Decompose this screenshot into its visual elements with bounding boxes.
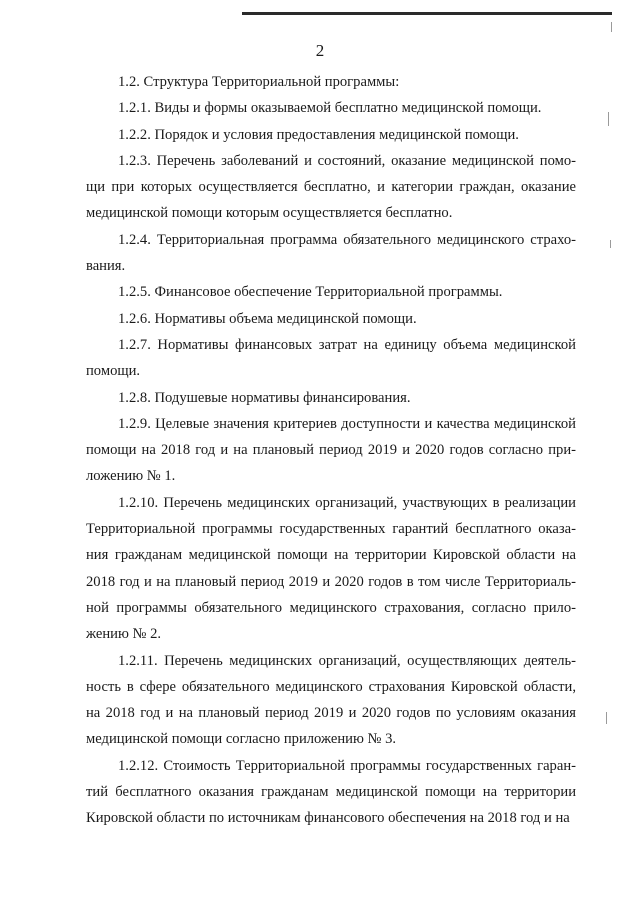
text-line: медицинской помощи которым осуществляется бесплатно.: [86, 205, 453, 222]
text-line: Территориальной программы государственных гарантий бесплатного оказа-: [86, 521, 576, 538]
text-line: 1.2.5. Финансовое обеспечение Территориальной программы.: [118, 284, 503, 301]
paragraph: [86, 279, 576, 305]
top-border-line: [242, 12, 612, 15]
text-line: помощи на 2018 год и на плановый период 2019 и 2020 годов согласно при-: [86, 442, 576, 459]
paragraph: [86, 306, 576, 332]
text-line: жению № 2.: [86, 626, 162, 643]
document-body: [86, 69, 576, 832]
page-number: 2: [315, 41, 325, 60]
text-line: ной программы обязательного медицинского страхования, согласно прило-: [86, 599, 576, 616]
paragraph: [86, 69, 576, 95]
text-line: щи при которых осуществляется бесплатно, и категории граждан, оказание: [86, 179, 576, 196]
text-line: 1.2.1. Виды и формы оказываемой бесплатно медицинской помощи.: [118, 100, 542, 117]
scan-mark: [606, 712, 607, 724]
paragraph: [86, 122, 576, 148]
scan-mark: [611, 22, 612, 32]
text-line: 1.2.7. Нормативы финансовых затрат на единицу объема медицинской: [118, 336, 576, 353]
text-line: 2018 год и на плановый период 2019 и 2020 годов в том числе Территориаль-: [86, 573, 576, 590]
text-line: 1.2.10. Перечень медицинских организаций, участвующих в реализации: [118, 494, 576, 511]
text-line: 1.2.9. Целевые значения критериев доступности и качества медицинской: [118, 415, 576, 432]
text-line: 1.2.11. Перечень медицинских организаций, осуществляющих деятель-: [118, 652, 576, 669]
paragraph: [86, 648, 576, 753]
text-line: 1.2. Структура Территориальной программы:: [118, 74, 400, 90]
scan-mark: [608, 112, 609, 126]
text-line: ния гражданам медицинской помощи на территории Кировской области на: [86, 547, 576, 564]
paragraph: [86, 227, 576, 280]
paragraph: [86, 95, 576, 121]
text-line: 1.2.8. Подушевые нормативы финансирования.: [118, 389, 411, 406]
text-line: ность в сфере обязательного медицинского страхования Кировской области,: [86, 678, 576, 695]
paragraph: [86, 753, 576, 832]
text-line: 1.2.3. Перечень заболеваний и состояний, оказание медицинской помо-: [118, 152, 576, 169]
paragraph: [86, 411, 576, 490]
paragraph: [86, 332, 576, 385]
paragraph: [86, 148, 576, 227]
text-line: медицинской помощи согласно приложению № 3.: [86, 731, 397, 748]
paragraph: [86, 490, 576, 648]
text-line: 1.2.12. Стоимость Территориальной программы государственных гаран-: [118, 757, 576, 774]
scan-mark: [610, 240, 611, 248]
text-line: 1.2.2. Порядок и условия предоставления медицинской помощи.: [118, 126, 519, 143]
text-line: на 2018 год и на плановый период 2019 и 2020 годов по условиям оказания: [86, 705, 576, 722]
text-line: тий бесплатного оказания гражданам медицинской помощи на территории: [86, 784, 576, 801]
text-line: вания.: [86, 258, 126, 275]
text-line: Кировской области по источникам финансового обеспечения на 2018 год и на: [86, 810, 570, 827]
paragraph: [86, 385, 576, 411]
text-line: помощи.: [86, 363, 141, 380]
text-line: 1.2.6. Нормативы объема медицинской помощи.: [118, 310, 417, 327]
text-line: ложению № 1.: [86, 468, 176, 485]
text-line: 1.2.4. Территориальная программа обязательного медицинского страхо-: [118, 231, 576, 248]
